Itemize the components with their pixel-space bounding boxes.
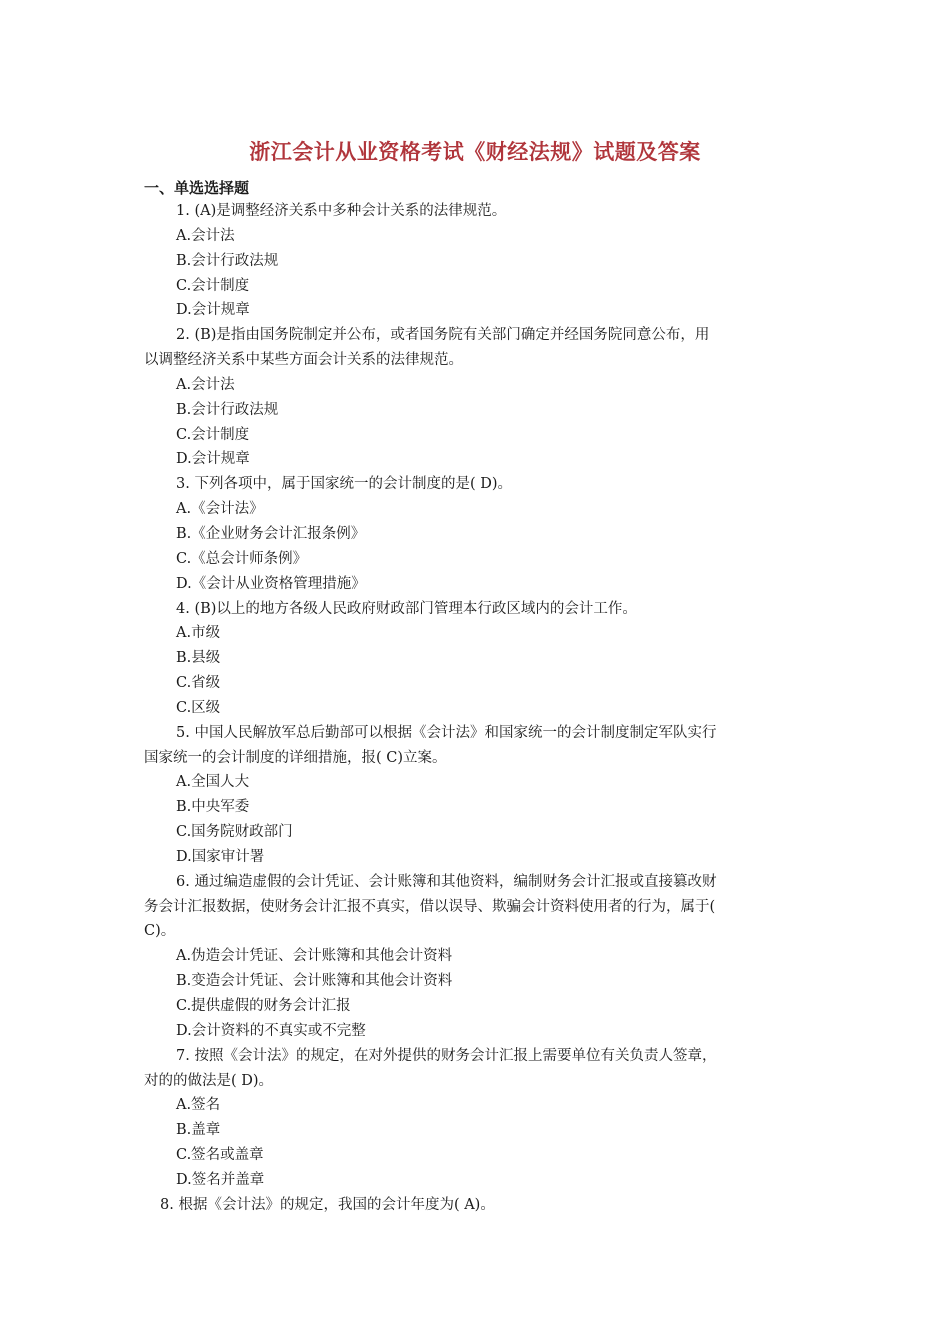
answer-option: C.《总会计师条例》 [176, 550, 308, 567]
answer-option: B.县级 [176, 650, 221, 667]
answer-option: C.签名或盖章 [176, 1147, 264, 1164]
question-list [144, 199, 809, 1218]
answer-option: B.变造会计凭证、会计账簿和其他会计资料 [176, 973, 453, 990]
section-heading: 一、单选选择题 [144, 179, 250, 197]
answer-option: A.签名 [176, 1097, 221, 1114]
question-text: 8. 根据《会计法》的规定，我国的会计年度为( A)。 [160, 1196, 495, 1213]
answer-option: C.会计制度 [176, 426, 250, 443]
question-continuation: 以调整经济关系中某些方面会计关系的法律规范。 [144, 352, 463, 369]
answer-option: B.中央军委 [176, 799, 250, 816]
answer-option: B.盖章 [176, 1122, 221, 1139]
answer-option: C.国务院财政部门 [176, 824, 293, 841]
question-continuation: 务会计汇报数据，使财务会计汇报不真实，借以误导、欺骗会计资料使用者的行为，属于( [144, 898, 716, 915]
answer-option: A.全国人大 [176, 774, 250, 791]
question-text: 3. 下列各项中，属于国家统一的会计制度的是( D)。 [176, 476, 512, 493]
question-text: 2. (B)是指由国务院制定并公布，或者国务院有关部门确定并经国务院同意公布，用 [176, 327, 710, 344]
question-text: 6. 通过编造虚假的会计凭证、会计账簿和其他资料，编制财务会计汇报或直接篡改财 [176, 873, 717, 890]
answer-option: C.区级 [176, 699, 221, 716]
answer-option: D.签名并盖章 [176, 1171, 265, 1188]
question-text: 7. 按照《会计法》的规定，在对外提供的财务会计汇报上需要单位有关负责人签章， [176, 1047, 717, 1064]
answer-option: D.会计资料的不真实或不完整 [176, 1022, 366, 1039]
question-text: 5. 中国人民解放军总后勤部可以根据《会计法》和国家统一的会计制度制定军队实行 [176, 724, 717, 741]
answer-option: D.会计规章 [176, 302, 250, 319]
question-text: 4. (B)以上的地方各级人民政府财政部门管理本行政区域内的会计工作。 [176, 600, 637, 617]
answer-option: A.会计法 [176, 227, 235, 244]
answer-option: C.提供虚假的财务会计汇报 [176, 998, 351, 1014]
answer-option: B.会计行政法规 [176, 401, 279, 418]
answer-option: D.国家审计署 [176, 848, 265, 865]
question-text: 1. (A)是调整经济关系中多种会计关系的法律规范。 [176, 203, 507, 219]
question-continuation: 国家统一的会计制度的详细措施，报( C)立案。 [144, 749, 447, 766]
question-continuation: 对的的做法是( D)。 [144, 1072, 274, 1089]
question-continuation: C)。 [144, 923, 176, 940]
answer-option: D.会计规章 [176, 451, 250, 468]
answer-option: A.会计法 [176, 376, 235, 393]
answer-option: B.《企业财务会计汇报条例》 [176, 525, 366, 542]
answer-option: C.省级 [176, 675, 221, 692]
answer-option: A.伪造会计凭证、会计账簿和其他会计资料 [176, 948, 453, 965]
answer-option: D.《会计从业资格管理措施》 [176, 575, 366, 592]
answer-option: A.市级 [176, 625, 221, 642]
answer-option: B.会计行政法规 [176, 252, 279, 269]
answer-option: C.会计制度 [176, 277, 250, 294]
answer-option: A.《会计法》 [176, 501, 264, 518]
document-title: 浙江会计从业资格考试《财经法规》试题及答案 [249, 140, 701, 164]
